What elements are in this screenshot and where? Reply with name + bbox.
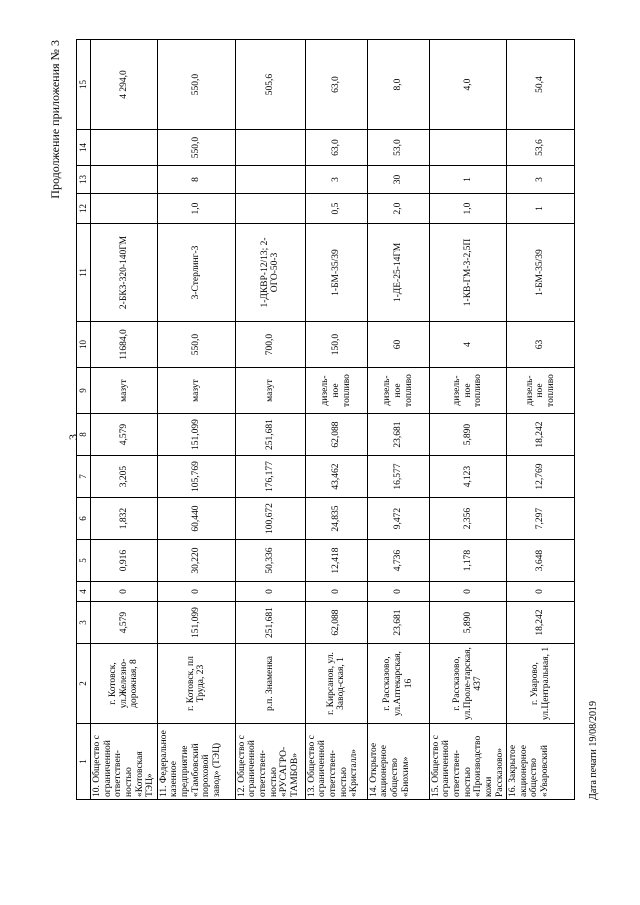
- boiler-type-cell: 3-Стерлинг-3: [157, 224, 235, 322]
- boiler-type-cell: 2-БКЗ-320-140ГМ: [91, 224, 158, 322]
- organization-cell: 16. Закрытое акционерное общество «Уваровский: [507, 724, 575, 800]
- value-cell: 53,6: [507, 130, 575, 166]
- value-cell: 18,242: [507, 602, 575, 644]
- boiler-type-cell: 1-ДЕ-25-14ГМ: [367, 224, 429, 322]
- value-cell: 5,890: [429, 414, 506, 456]
- rotated-page: [40, 40, 600, 800]
- address-cell: г. Кирсанов, ул. Завод-ская, 1: [305, 644, 367, 724]
- capacity-cell: 700,0: [235, 322, 305, 368]
- col-num: 12: [77, 194, 91, 224]
- table-row: [235, 40, 305, 800]
- value-cell: 0: [157, 582, 235, 602]
- value-cell: 23,681: [367, 414, 429, 456]
- address-cell: г. Котовск, пл Труда, 23: [157, 644, 235, 724]
- value-cell: 0: [305, 582, 367, 602]
- value-cell: 63,0: [305, 130, 367, 166]
- value-cell: 3,205: [91, 456, 158, 498]
- value-cell: 0: [429, 582, 506, 602]
- col-num: 14: [77, 130, 91, 166]
- col-num: 1: [77, 724, 91, 800]
- organization-cell: 13. Общество с ограниченной ответствен-ностью «Кристалл»: [305, 724, 367, 800]
- value-cell: 3: [507, 166, 575, 194]
- value-cell: 1,0: [157, 194, 235, 224]
- capacity-cell: 550,0: [157, 322, 235, 368]
- value-cell: [235, 194, 305, 224]
- boiler-type-cell: 1-БМ-35/39: [507, 224, 575, 322]
- organization-cell: 12. Общество с ограниченной ответствен-ностью «РУСАГРО-ТАМБОВ»: [235, 724, 305, 800]
- table-row: [91, 40, 158, 800]
- value-cell: 550,0: [157, 130, 235, 166]
- value-cell: 1: [429, 166, 506, 194]
- col-num: 5: [77, 540, 91, 582]
- fuel-type-cell: мазут: [157, 368, 235, 414]
- value-cell: 1,832: [91, 498, 158, 540]
- boiler-type-cell: 1-ДКВР-12/13; 2-ОГО-50-3: [235, 224, 305, 322]
- col-num: 9: [77, 368, 91, 414]
- value-cell: 43,462: [305, 456, 367, 498]
- value-cell: 1: [507, 194, 575, 224]
- value-cell: 4,736: [367, 540, 429, 582]
- value-cell: 12,418: [305, 540, 367, 582]
- value-cell: 2,356: [429, 498, 506, 540]
- table-row: [367, 40, 429, 800]
- address-cell: г. Рассказово, ул.Аптекарская, 16: [367, 644, 429, 724]
- col-num: 8: [77, 414, 91, 456]
- capacity-cell: 4: [429, 322, 506, 368]
- value-cell: 7,297: [507, 498, 575, 540]
- value-cell: 251,681: [235, 602, 305, 644]
- value-cell: 9,472: [367, 498, 429, 540]
- value-cell: [91, 194, 158, 224]
- organization-cell: 14. Открытое акционерное общество «Биохим»: [367, 724, 429, 800]
- fuel-type-cell: дизель-ное топливо: [507, 368, 575, 414]
- col-num: 3: [77, 602, 91, 644]
- organization-cell: 11. Федеральное казенное предприятие «Тамбовский пороховой завод» (ТЭЦ): [157, 724, 235, 800]
- table-row: [157, 40, 235, 800]
- fuel-type-cell: дизель-ное топливо: [429, 368, 506, 414]
- fuel-type-cell: дизель-ное топливо: [305, 368, 367, 414]
- value-cell: 50,336: [235, 540, 305, 582]
- value-cell: 0: [91, 582, 158, 602]
- value-cell: 0,916: [91, 540, 158, 582]
- data-table: [76, 39, 575, 800]
- value-cell: 30,220: [157, 540, 235, 582]
- value-cell: 4,0: [429, 40, 506, 130]
- value-cell: 12,769: [507, 456, 575, 498]
- value-cell: 0,5: [305, 194, 367, 224]
- value-cell: 3,648: [507, 540, 575, 582]
- value-cell: 53,0: [367, 130, 429, 166]
- capacity-cell: 60: [367, 322, 429, 368]
- col-num: 13: [77, 166, 91, 194]
- value-cell: [235, 166, 305, 194]
- organization-cell: 10. Общество с ограниченной ответствен-ностью «Котовская ТЭЦ»: [91, 724, 158, 800]
- value-cell: 176,177: [235, 456, 305, 498]
- value-cell: 18,242: [507, 414, 575, 456]
- value-cell: 5,890: [429, 602, 506, 644]
- value-cell: [91, 130, 158, 166]
- value-cell: 62,088: [305, 414, 367, 456]
- value-cell: 505,6: [235, 40, 305, 130]
- value-cell: [235, 130, 305, 166]
- address-cell: г. Уварово, ул.Центральная, 1: [507, 644, 575, 724]
- col-num: 7: [77, 456, 91, 498]
- value-cell: 0: [367, 582, 429, 602]
- value-cell: 4,579: [91, 602, 158, 644]
- address-cell: р.п. Знаменка: [235, 644, 305, 724]
- appendix-note: Продолжение приложения № 3: [48, 40, 62, 199]
- value-cell: 8,0: [367, 40, 429, 130]
- col-num: 6: [77, 498, 91, 540]
- value-cell: 60,440: [157, 498, 235, 540]
- value-cell: [429, 130, 506, 166]
- value-cell: 251,681: [235, 414, 305, 456]
- boiler-type-cell: 1-КВ-ГМ-3-2,5П: [429, 224, 506, 322]
- address-cell: г. Рассказово, ул.Проле-тарская, 437: [429, 644, 506, 724]
- print-date: Дата печати 19/08/2019: [588, 701, 599, 800]
- value-cell: 62,088: [305, 602, 367, 644]
- value-cell: 3: [305, 166, 367, 194]
- value-cell: 23,681: [367, 602, 429, 644]
- value-cell: 151,099: [157, 602, 235, 644]
- value-cell: 4 294,0: [91, 40, 158, 130]
- fuel-type-cell: дизель-ное топливо: [367, 368, 429, 414]
- value-cell: 105,769: [157, 456, 235, 498]
- value-cell: 0: [507, 582, 575, 602]
- value-cell: 1,178: [429, 540, 506, 582]
- value-cell: 151,099: [157, 414, 235, 456]
- value-cell: 50,4: [507, 40, 575, 130]
- col-num: 2: [77, 644, 91, 724]
- boiler-type-cell: 1-БМ-35/39: [305, 224, 367, 322]
- value-cell: 4,579: [91, 414, 158, 456]
- capacity-cell: 63: [507, 322, 575, 368]
- value-cell: 24,835: [305, 498, 367, 540]
- page-number: 3: [66, 434, 80, 440]
- value-cell: 4,123: [429, 456, 506, 498]
- col-num: 11: [77, 224, 91, 322]
- value-cell: 63,0: [305, 40, 367, 130]
- value-cell: 16,577: [367, 456, 429, 498]
- table-row: [507, 40, 575, 800]
- table-row: [305, 40, 367, 800]
- capacity-cell: 11684,0: [91, 322, 158, 368]
- organization-cell: 15. Общество с ограниченной ответствен-ностью «Производство кожи Рассказово»: [429, 724, 506, 800]
- address-cell: г. Котовск, ул.Железно-дорожная, 8: [91, 644, 158, 724]
- column-number-row: [77, 40, 91, 800]
- value-cell: 30: [367, 166, 429, 194]
- value-cell: 1,0: [429, 194, 506, 224]
- value-cell: 100,672: [235, 498, 305, 540]
- fuel-type-cell: мазут: [91, 368, 158, 414]
- value-cell: 550,0: [157, 40, 235, 130]
- table-row: [429, 40, 506, 800]
- col-num: 15: [77, 40, 91, 130]
- col-num: 4: [77, 582, 91, 602]
- fuel-type-cell: мазут: [235, 368, 305, 414]
- value-cell: [91, 166, 158, 194]
- value-cell: 0: [235, 582, 305, 602]
- col-num: 10: [77, 322, 91, 368]
- capacity-cell: 150,0: [305, 322, 367, 368]
- value-cell: 8: [157, 166, 235, 194]
- value-cell: 2,0: [367, 194, 429, 224]
